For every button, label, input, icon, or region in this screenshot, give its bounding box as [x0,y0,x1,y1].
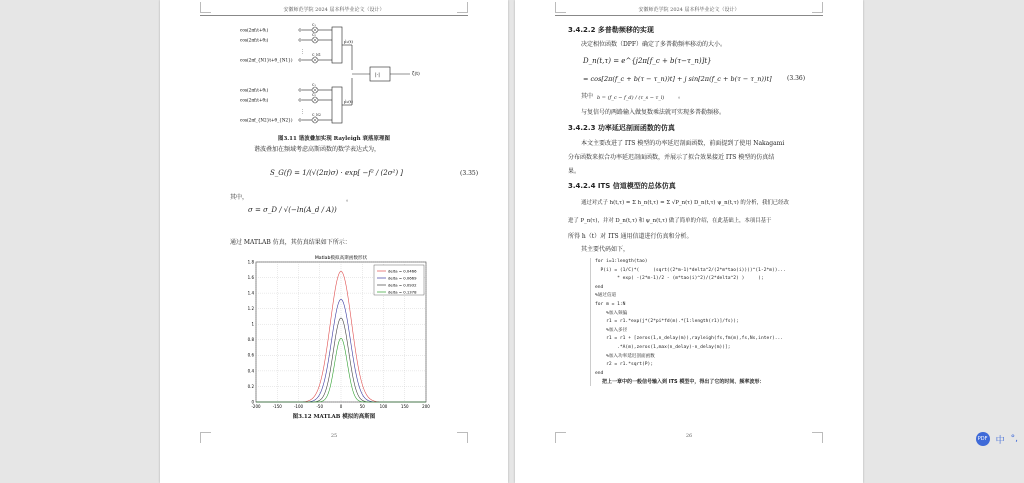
header-rule [200,15,468,16]
para-its-2: 进了 P_n(τ)，并对 D_n(t,τ) 和 ψ_n(t,τ) 做了简单的介绍，在此基础上，本项目基于 [568,218,772,224]
code-line: r1 = r1 + [zeros(1,n_delay(m)),rayleigh(fs,fm(m),fs,Ns,inter)... [595,336,784,342]
legend-entry: delta = 0.0466 [388,268,417,274]
code-line: end [595,370,604,376]
code-block [590,258,811,386]
y-tick-label: 1.2 [247,306,254,312]
code-line: %加入功率延迟剖面函数 [595,353,655,359]
heading-3-4-2-4: 3.4.2.4 ITS 信道模型的总体仿真 [568,182,676,190]
page-number: 26 [685,433,693,439]
chart-title: Matlab模拟高斯函数形状 [314,256,368,261]
node-icon [299,89,301,91]
code-line: P(i) = (1/C)*( (sqrt((2*m-1)*delta^2/(2*m*tao(i))))^(1-2*m))... [595,267,786,273]
diagram-input-label: cos(2πf_{N2}t+θ_{N2}) [240,117,293,123]
crop-mark [812,2,823,13]
eq-3-35-number: (3.35) [460,170,479,177]
code-line: 把上一章中的一般信号输入到 ITS 模型中，得出了它的时间、频率波形： [595,379,765,386]
eq-3-35: S_G(f) = 1/(√(2π)σ) · exp[ −f² / (2σ²) ] [270,169,404,177]
page-number: 25 [330,433,338,439]
fig312-caption: 图3.12 MATLAB 模拟的高斯图 [292,414,376,420]
y-tick-label: 0.8 [247,337,254,343]
gain-label: C_N2 [312,113,321,117]
sigma-eq: σ = σ_D / √(−ln(A_d / A)) [248,206,337,214]
header-rule [555,15,823,16]
y-tick-label: 1 [251,321,254,327]
x-tick-label: -50 [316,404,324,409]
heading-3-4-2-2: 3.4.2.2 多普勒频移的实现 [568,26,654,34]
x-tick-label: -150 [272,404,282,409]
para-pdp-3: 果。 [568,168,581,175]
node-icon [299,99,301,101]
x-tick-label: 100 [379,404,388,409]
where-label: 其中， [230,194,249,201]
x-tick-label: -200 [251,404,261,409]
gaussian-chart [238,252,434,414]
y-tick-label: 0 [251,399,254,405]
page-left [160,0,508,483]
code-line: end [595,284,604,290]
summer-icon [332,87,342,123]
x-tick-label: 50 [359,404,365,409]
legend-entry: delta = 0.0932 [388,282,417,288]
abs-block [370,67,390,81]
code-line: %加入频偏 [595,310,628,316]
gain-label: C₂ [312,33,316,37]
ellipsis: ⋮ [300,109,305,115]
x-tick-label: 200 [422,404,430,409]
x-tick-label: 150 [400,404,409,409]
abs-label: |·| [375,72,380,78]
code-line: for m = 1:N [595,302,626,307]
summer-icon [332,27,342,63]
y-tick-label: 1.4 [247,290,254,296]
crop-mark [200,2,211,13]
code-line: r2 = r1.*sqrt(P); [595,362,654,368]
eq-dn-2: = cos[2π(f_c + b(τ − τ_n))t] + j sin[2π(f_c + b(τ − τ_n))t] [583,75,772,83]
para-code-intro: 其主要代码如下， [581,246,630,253]
eq-b: b = (f_c − f_d) / (τ_s − τ_l) [597,95,665,101]
diagram-input-label: cos(2πf₂t+θ₂) [240,37,269,43]
code-line: r1 = r1.*exp(j*(2*pi*fd(m).*[1:length(r1)]/fs)); [595,319,739,325]
node-icon [299,29,301,31]
code-line: %加入多径 [595,327,628,333]
heading-3-4-2-3: 3.4.2.3 功率延迟剖面函数的仿真 [568,124,675,132]
mu-label: μ̂₂(t) [344,99,353,104]
dots-menu-button[interactable]: °, [1010,434,1018,444]
para-complex: 与复信号的两路输入做复数乘法就可实现多普勒频移。 [581,109,726,116]
sigma-dot: 。 [346,196,353,203]
where-label: 其中 [581,93,594,100]
y-tick-label: 0.2 [247,383,254,389]
para-harmonic: 谐波叠加在频域考虑高斯函数的数学表达式为， [254,146,381,153]
code-line: * exp( -(2*m-1)/2 - (m*tao(i)^2)/(2*delta^2) ) ); [595,276,764,282]
gain-label: C₂ [312,93,316,97]
side-tools [976,432,1018,446]
page-header: 安徽师范学院 2024 届本科毕业论文（设计） [638,7,740,13]
diagram-input-label: cos(2πf₁t+θ₁) [240,27,269,33]
para-its-1: 通过对式子 h(t,τ) = Σ h_n(t,τ) = Σ √P_n(τ) D_n(t,τ) ψ_n(t,τ) 的分析，我们已经改 [581,200,789,206]
x-tick-label: -100 [293,404,304,409]
para-its-3: 所得 h（t）对 ITS 通用信道进行仿真和分析。 [568,233,693,240]
page-right [515,0,863,483]
language-toggle-button[interactable]: 中 [995,435,1005,446]
gain-label: C₁ [312,83,316,87]
code-line: for i=1:length(tao) [595,259,648,264]
diagram-input-label: cos(2πf_{N1}t+θ_{N1}) [240,57,293,63]
gain-label: C_N1 [312,53,321,57]
crop-mark [457,2,468,13]
gain-label: C₁ [312,23,316,27]
ellipsis: ⋮ [300,49,305,55]
y-tick-label: 1.8 [247,259,254,265]
code-line: %通过信道 [595,293,617,299]
pdf-badge-button[interactable]: PDF [976,432,990,446]
diagram-input-label: cos(2πf₂t+θ₂) [240,97,269,103]
y-tick-label: 1.6 [247,274,254,280]
crop-mark [555,2,566,13]
legend-entry: delta = 0.1378 [388,289,417,295]
node-icon [299,119,301,121]
page-header: 安徽师范学院 2024 届本科毕业论文（设计） [283,7,385,13]
para-matlab: 通过 MATLAB 仿真，其仿真结果如下所示： [230,239,351,246]
x-tick-label: 0 [339,404,343,409]
legend-entry: delta = 0.0669 [388,275,417,281]
code-line: .*A(m),zeros(1,max(n_delay)-n_delay(m))]; [595,345,731,350]
rayleigh-block-diagram [240,20,440,134]
y-tick-label: 0.4 [247,368,254,374]
fig311-caption: 图3.11 谐波叠加实现 Rayleigh 衰落原理图 [277,136,391,142]
para-pdp-2: 分布函数来拟合功率延迟剖面函数，并展示了拟合效果接近 ITS 模型的仿真结 [568,154,775,161]
node-icon [299,59,301,61]
eq-3-36-number: (3.36) [787,75,806,82]
y-tick-label: 0.6 [247,352,254,358]
node-icon [299,39,301,41]
mu-label: μ̂₁(t) [344,39,353,44]
output-label: ζ̂(t) [412,72,420,77]
diagram-input-label: cos(2πf₁t+θ₁) [240,87,269,93]
where-end: 。 [678,93,685,100]
para-pdp-1: 本文主要改进了 ITS 模型的功率延迟剖面函数，前面提到了使用 Nakagami [581,140,785,147]
para-dpf: 决定相位函数（DPF）确定了多普勒频率移动的大小。 [581,41,727,48]
eq-dn-1: D_n(t,τ) = e^{j2π[f_c + b(τ−τ_n)]t} [583,57,712,65]
